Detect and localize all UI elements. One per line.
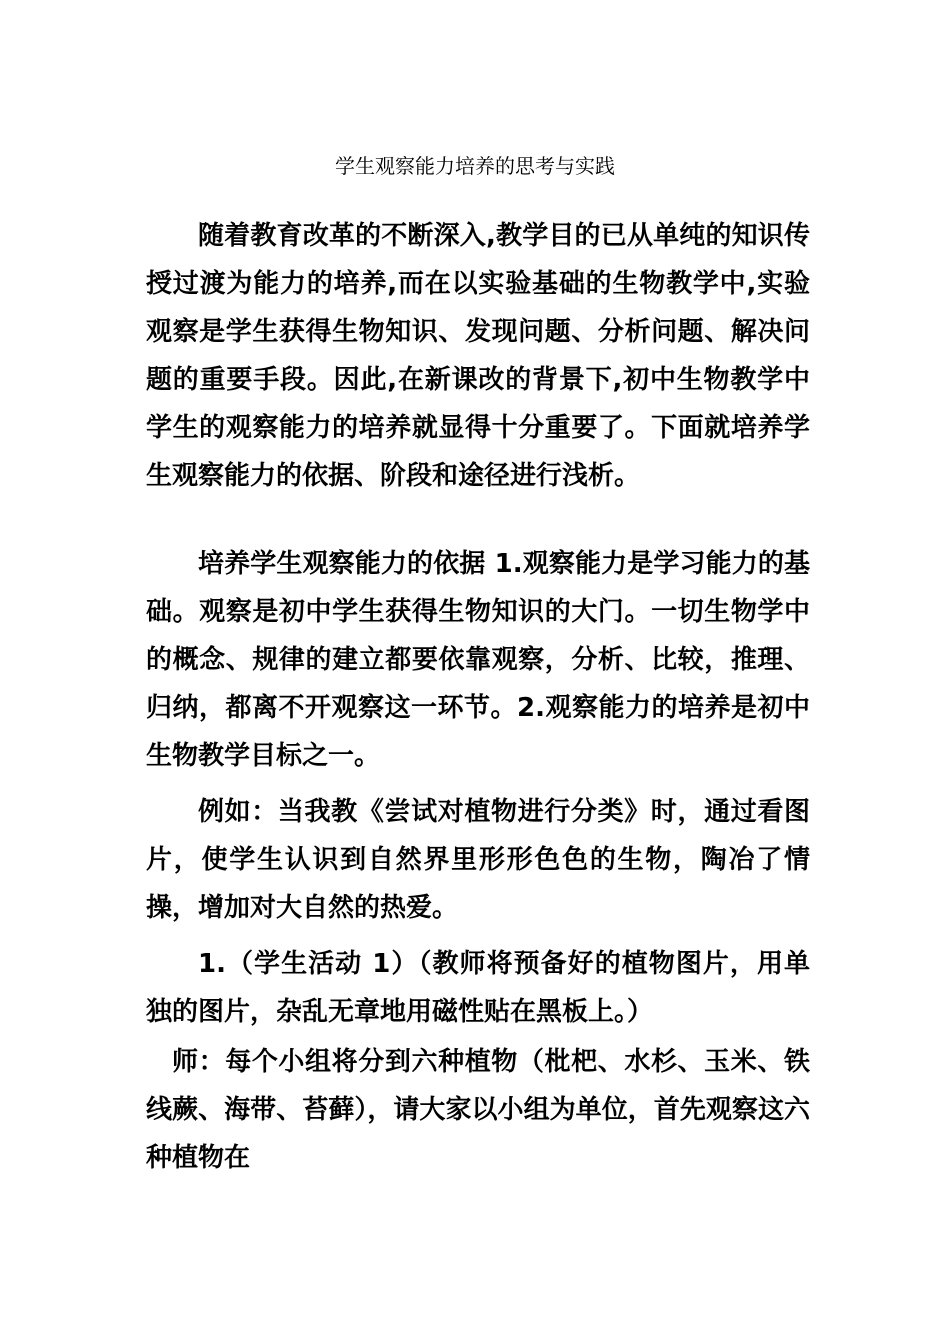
- paragraph-student-activity: 1.（学生活动 1）（教师将预备好的植物图片，用单独的图片，杂乱无章地用磁性贴在黑板上。）: [146, 949, 810, 1027]
- paragraph-introduction: 随着教育改革的不断深入,教学目的已从单纯的知识传授过渡为能力的培养,而在以实验基础的生物教学中,实验观察是学生获得生物知识、发现问题、分析问题、解决问题的重要手段。因此,在新课改的背景下,初中生物教学中学生的观察能力的培养就显得十分重要了。下面就培养学生观察能力的依据、阶段和途径进行浅析。: [146, 221, 810, 491]
- paragraph-example: 例如：当我教《尝试对植物进行分类》时，通过看图片，使学生认识到自然界里形形色色的生物，陶冶了情操，增加对大自然的热爱。: [146, 797, 810, 923]
- paragraph-teacher-instruction: 师：每个小组将分到六种植物（枇杷、水杉、玉米、铁线蕨、海带、苔藓），请大家以小组为单位，首先观察这六种植物在: [146, 1047, 810, 1173]
- document-title: 学生观察能力培养的思考与实践: [335, 154, 615, 178]
- paragraph-basis: 培养学生观察能力的依据 1.观察能力是学习能力的基础。观察是初中学生获得生物知识的大门。一切生物学中的概念、规律的建立都要依靠观察，分析、比较，推理、归纳，都离不开观察这一环节。2.观察能力的培养是初中生物教学目标之一。: [146, 549, 810, 771]
